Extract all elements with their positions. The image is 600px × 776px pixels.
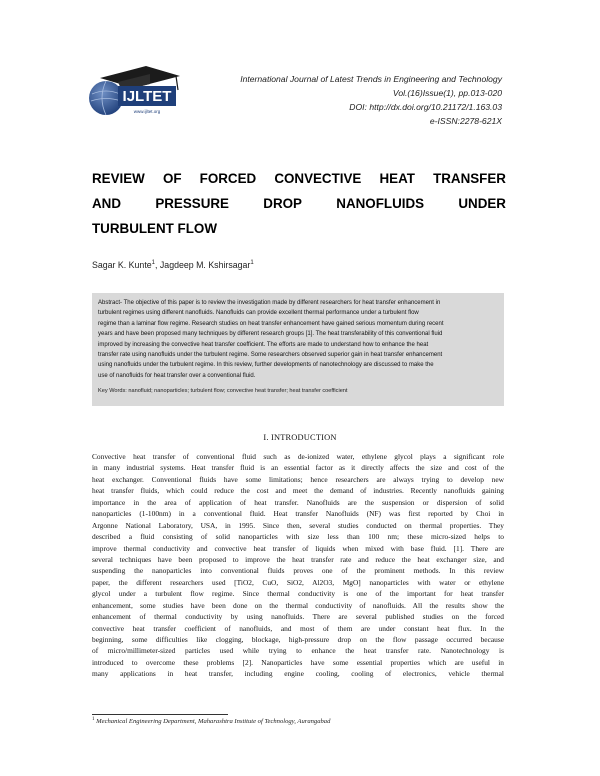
body-line: beginning, some difficulties like clogging, blockage, high-pressure drop on the flow passage occurred because: [92, 635, 504, 644]
footnote-divider: [92, 714, 228, 715]
title-word: HEAT: [379, 171, 415, 186]
abstract-line: Abstract- The objective of this paper is to review the investigation made by different researchers for heat transfer enhancement in: [98, 300, 441, 306]
body-line: convective heat transfer coefficient of nanofluids, and most of them are under constant heat flux. In the: [92, 623, 504, 633]
paper-title: [92, 166, 506, 241]
abstract-text: [98, 298, 498, 381]
title-word: FORCED: [199, 171, 257, 186]
author-separator: ,: [155, 260, 160, 270]
keywords: Key Words: nanofluid; nanoparticles; turbulent flow; convective heat transfer; heat transfer coefficient: [98, 388, 348, 395]
body-line: enhancement, some studies have been done on the thermal conductivity of nanofluids. All the results show the: [92, 600, 504, 610]
title-word: REVIEW: [92, 171, 145, 186]
body-line: Argonne National Laboratory, USA, in 1995. Since then, several studies conducted on thermal properties. They: [92, 520, 504, 530]
body-line: heat transfer fluids, which could reduce the cost and meet the demand of industries. Recently nanofluids gaining: [92, 486, 504, 496]
title-word: DROP: [263, 196, 302, 211]
body-line: suspending the nanoparticles into conventional fluids proves one of the prominent methods. In this review: [92, 566, 504, 576]
journal-header: [172, 72, 502, 128]
title-line-1: [92, 166, 506, 191]
body-line: importance in the area of application of heat transfer. Nanofluids are the suspension or dispersion of solid: [92, 497, 504, 507]
footnote: [92, 717, 330, 725]
abstract-line: improved by increasing the convective heat transfer coefficient. The efforts are made to understand how to enhance the heat: [98, 341, 429, 348]
abstract-line: years and have been proposed many techniques by different research groups [1]. The heat transferability of this conventional fluid: [98, 331, 443, 338]
title-word: TURBULENT FLOW: [92, 221, 217, 236]
abstract-line: regime than a laminar flow regime. Research studies on heat transfer enhancement have gained serious momentum during recent: [98, 320, 444, 327]
title-word: UNDER: [458, 196, 506, 211]
journal-volume: Vol.(16)Issue(1), pp.013-020: [392, 88, 502, 98]
author-name: Jagdeep M. Kshirsagar: [159, 260, 251, 270]
abstract-line: turbulent regimes using different nanofluids. Nanofluids can provide excellent thermal performance under a turbulent flow: [98, 310, 419, 317]
body-line: many applications in heat transfer, including engine cooling, cooling of electronics, vehicle thermal: [92, 669, 504, 679]
title-word: TRANSFER: [433, 171, 506, 186]
body-line: paper, the different researchers used [TiO2, CuO, SiO2, Al2O3, MgO] nanoparticles with water or ethylene: [92, 577, 504, 587]
journal-name: International Journal of Latest Trends in Engineering and Technology: [240, 74, 502, 84]
author-affiliation-marker: 1: [250, 260, 254, 267]
authors: [92, 260, 254, 270]
body-line: described a fluid consisting of solid nanoparticles with size less than 100 nm; these micro-sized helps to: [92, 532, 504, 542]
title-word: PRESSURE: [155, 196, 229, 211]
graduation-cap-globe-icon: [88, 64, 184, 120]
section-heading: I. INTRODUCTION: [263, 433, 337, 442]
body-line: heat exchanger. Conventional fluids have some limitations; hence researchers are always trying to develop new: [92, 474, 504, 484]
title-word: AND: [92, 196, 122, 211]
title-word: OF: [162, 171, 182, 186]
body-line: improve thermal conductivity and convective heat transfer of liquids when mixed with base fluid. [1]. There are: [92, 543, 504, 553]
body-line: Convective heat transfer of conventional fluid such as de-ionized water, ethylene glycol plays a significant role: [92, 452, 504, 461]
abstract-line: transfer rate using nanofluids under the turbulent regime. Some researchers observed superior gain in heat transfer enhancement: [98, 352, 443, 359]
abstract-line: use of nanofluids for heat transfer over a conventional fluid.: [98, 372, 256, 379]
introduction-body: [92, 451, 504, 680]
body-line: introduced to overcome these problems [2]. Nanoparticles have some essential properties which are useful in: [92, 657, 504, 667]
author-affiliation-marker: 1: [151, 260, 156, 267]
journal-doi[interactable]: DOI: http://dx.doi.org/10.21172/1.163.03: [349, 102, 502, 112]
body-line: enhancement of thermal conductivity by using nanofluids. There are several published studies on the forced: [92, 612, 504, 622]
body-line: of micro/millimeter-sized particles used while trying to enhance the heat transfer rate. Nanotechnology is: [92, 646, 504, 656]
logo-text: IJLTET: [122, 88, 172, 105]
author-name: Sagar K. Kunte: [92, 260, 152, 270]
title-word: NANOFLUIDS: [336, 196, 425, 211]
title-line-3: [92, 216, 506, 241]
footnote-text: Mechanical Engineering Department, Maharashtra Institute of Technology, Aurangabad: [96, 718, 331, 726]
journal-logo: [88, 64, 184, 120]
body-line: several techniques have been proposed to improve the heat transfer rate and reduce the heat exchanger size, and: [92, 554, 504, 564]
title-line-2: [92, 191, 506, 216]
footnote-marker: 1: [92, 717, 95, 722]
abstract-box: [92, 293, 504, 406]
body-line: glycol under a turbulent flow regime. Since thermal conductivity is one of the important for heat transfer: [92, 589, 504, 599]
logo-subtext: www.ijltet.org: [133, 109, 161, 114]
body-line: nanoparticles (1-100nm) in a conventional fluid. Heat transfer Nanofluids (NF) was first reported by Choi in: [92, 509, 504, 519]
body-line: in many industrial systems. Heat transfer fluid is an essential factor as it directly affects the size and cost of the: [92, 463, 504, 473]
abstract-line: using nanofluids under the turbulent regime. In this review, further developments of nanotechnology are discussed to make the: [98, 362, 434, 369]
title-word: CONVECTIVE: [274, 171, 362, 186]
journal-issn: e-ISSN:2278-621X: [429, 116, 502, 126]
